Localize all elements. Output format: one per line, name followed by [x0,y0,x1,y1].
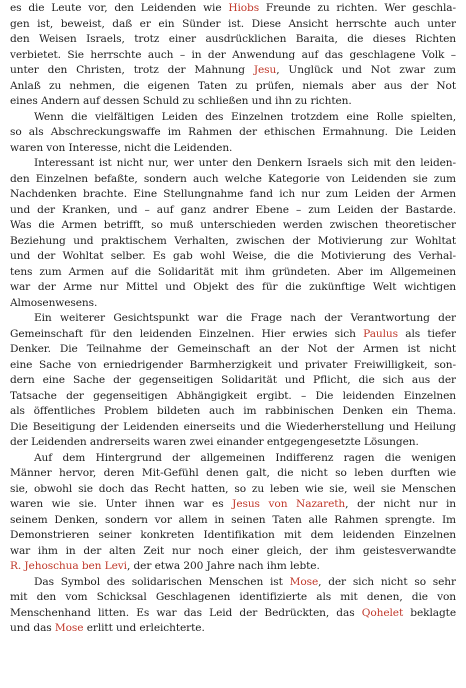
text-segment: und der Kranken, und – auf ganz andrer Ebene – zum Leiden der Bastarde. [10,203,456,216]
text-line [10,435,456,451]
highlighted-name: Paulus [363,327,398,340]
text-line [10,187,456,203]
text-segment: Nachdenken brachte. Eine Stellungnahme fand ich nur zum Leiden der Armen [10,188,456,200]
text-segment: Das Symbol des solidarischen Menschen ist [34,575,290,588]
text-line [10,218,456,234]
text-segment: als öffentliches Problem bildeten auch im rabbinischen Denken ein Thema. [10,405,456,417]
text-segment: waren von Interesse, nicht die Leidenden. [10,141,233,154]
text-line [10,420,456,436]
text-line [10,575,456,591]
text-segment: der Leidenden andrerseits waren zwei einander entgegengesetzte Lösungen. [10,436,419,448]
text-segment: Beziehung und praktischem Verhalten, zwischen der Motivierung zur Wohltat [10,234,456,247]
highlighted-name: Mose [289,575,319,588]
text-line [10,156,456,172]
text-segment: und das [10,622,55,634]
text-segment: eines Andern auf dessen Schuld zu schließen und ihn zu richten. [10,95,352,107]
text-segment: mit den vom Schicksal Geschlagenen identifizierte als mit denen, die von [10,591,456,603]
text-segment: dern eine Sache der gegenseitigen Solidarität und Pflicht, die sich aus der [10,374,456,386]
text-line [10,311,456,327]
text-line [10,172,456,188]
text-segment: so als Abschreckungswaffe im Rahmen der ethischen Ermahnung. Die Leiden [10,126,456,138]
text-line [10,621,456,637]
text-line [10,63,456,79]
text-segment: seinem Denken, sondern vor allem in seinen Taten alle Rahmen sprengte. Im [10,513,456,526]
text-line [10,94,456,110]
text-line [10,513,456,529]
text-segment: erlitt und erleichterte. [83,622,205,634]
paragraph [10,311,456,451]
text-line [10,389,456,405]
text-segment: Denker. Die Teilnahme der Gemeinschaft an der Not der Armen ist nicht [10,343,456,355]
text-line [10,234,456,250]
text-segment: den Weisen Israels, trotz einer ausdrücklichen Baraita, die dieses Richten [10,33,456,45]
text-line [10,1,456,17]
text-line [10,280,456,296]
text-segment: sie, obwohl sie doch das Recht hatten, so zu leben wie sie, weil sie Menschen [10,482,456,495]
paragraph [10,1,456,110]
highlighted-name: Jesus von Nazareth [232,498,346,510]
text-segment: Männer hervor, deren Mit-Gefühl denen galt, die nicht so leben durften wie [10,467,456,479]
text-line [10,203,456,219]
highlighted-name: Qohelet [361,606,404,619]
highlighted-name: Mose [54,622,84,634]
text-segment: Gemeinschaft für den leidenden Einzelnen. Hier erwies sich [10,327,364,340]
text-segment: Freunde zu richten. Wer geschla- [259,2,456,14]
text-segment: Demonstrieren seiner konkreten Identifikation mit dem leidenden Einzelnen [10,529,456,541]
text-line [10,125,456,141]
text-line [10,482,456,498]
text-line [10,559,456,575]
text-segment: war der Arme nur Mittel und Objekt des für die zukünftige Welt wichtigen [10,281,456,293]
paragraph [10,451,456,575]
text-segment: , Unglück und Not zwar zum [276,64,456,76]
paragraph [10,575,456,637]
text-line [10,17,456,33]
text-line [10,296,456,312]
text-segment: , der nicht nur in [345,498,456,510]
text-line [10,141,456,157]
text-line [10,265,456,281]
text-segment: verbietet. Sie herrschte auch – in der Anwendung auf das geschlagene Volk – [10,48,456,61]
text-segment: gen ist, beweist, daß er ein Sünder ist. Diese Ansicht herrschte auch unter [10,17,456,30]
text-segment: tens zum Armen auf die Solidarität mit ihm gründeten. Aber im Allgemeinen [10,265,456,278]
text-line [10,32,456,48]
text-segment: Anlaß zu nehmen, die eigenen Taten zu prüfen, niemals aber aus der Not [10,79,456,92]
text-line [10,497,456,513]
text-line [10,590,456,606]
text-line [10,466,456,482]
text-line [10,327,456,343]
text-line [10,342,456,358]
text-line [10,544,456,560]
highlighted-name: R. Jehoschua ben Levi [10,560,127,572]
text-line [10,451,456,467]
text-line [10,404,456,420]
text-line [10,110,456,126]
text-segment: waren wie sie. Unter ihnen war es [10,498,233,510]
text-segment: beklagte [403,606,456,619]
text-segment: es die Leute vor, den Leidenden wie [10,2,229,14]
text-line [10,606,456,622]
text-segment: eine Sache von erniedrigender Barmherzigkeit und privater Freiwilligkeit, son- [10,358,456,371]
text-segment: Die Beseitigung der Leidenden einerseits und die Wiederherstellung und Heilung [10,420,456,433]
text-segment: Interessant ist nicht nur, wer unter den Denkern Israels sich mit den leiden- [34,157,456,169]
text-segment: Tatsache der gegenseitigen Abhängigkeit ergibt. – Die leidenden Einzelnen [10,389,456,402]
text-segment: Menschenhand litten. Es war das Leid der Bedrückten, das [10,606,362,619]
text-segment: Wenn die vielfältigen Leiden des Einzelnen trotzdem eine Rolle spielten, [34,110,456,123]
text-segment: unter den Christen, trotz der Mahnung [10,64,254,76]
text-line [10,249,456,265]
text-segment: , der etwa 200 Jahre nach ihm lebte. [126,560,320,572]
text-segment: Almosenwesens. [10,296,98,309]
text-segment: und der Wohltat selber. Es gab wohl Weise, die die Motivierung des Verhal- [10,250,456,262]
text-segment: , der sich nicht so sehr [318,575,456,588]
paragraph [10,156,456,311]
text-line [10,358,456,374]
text-line [10,373,456,389]
text-segment: Auf dem Hintergrund der allgemeinen Indifferenz ragen die wenigen [34,451,456,464]
text-segment: Ein weiterer Gesichtspunkt war die Frage nach der Verantwortung der [34,312,456,324]
text-line [10,79,456,95]
text-segment: Was die Armen betrifft, so muß unterschieden werden zwischen theoretischer [10,219,456,231]
paragraph [10,110,456,157]
highlighted-name: Jesu [253,64,277,76]
text-segment: als tiefer [398,327,456,340]
text-line [10,528,456,544]
text-segment: den Einzelnen befaßte, sondern auch welche Kategorie von Leidenden sie zum [10,172,456,185]
text-line [10,48,456,64]
text-segment: war ihm in der alten Zeit nur noch einer gleich, der ihm geistesverwandte [10,544,456,557]
highlighted-name: Hiobs [228,2,260,14]
